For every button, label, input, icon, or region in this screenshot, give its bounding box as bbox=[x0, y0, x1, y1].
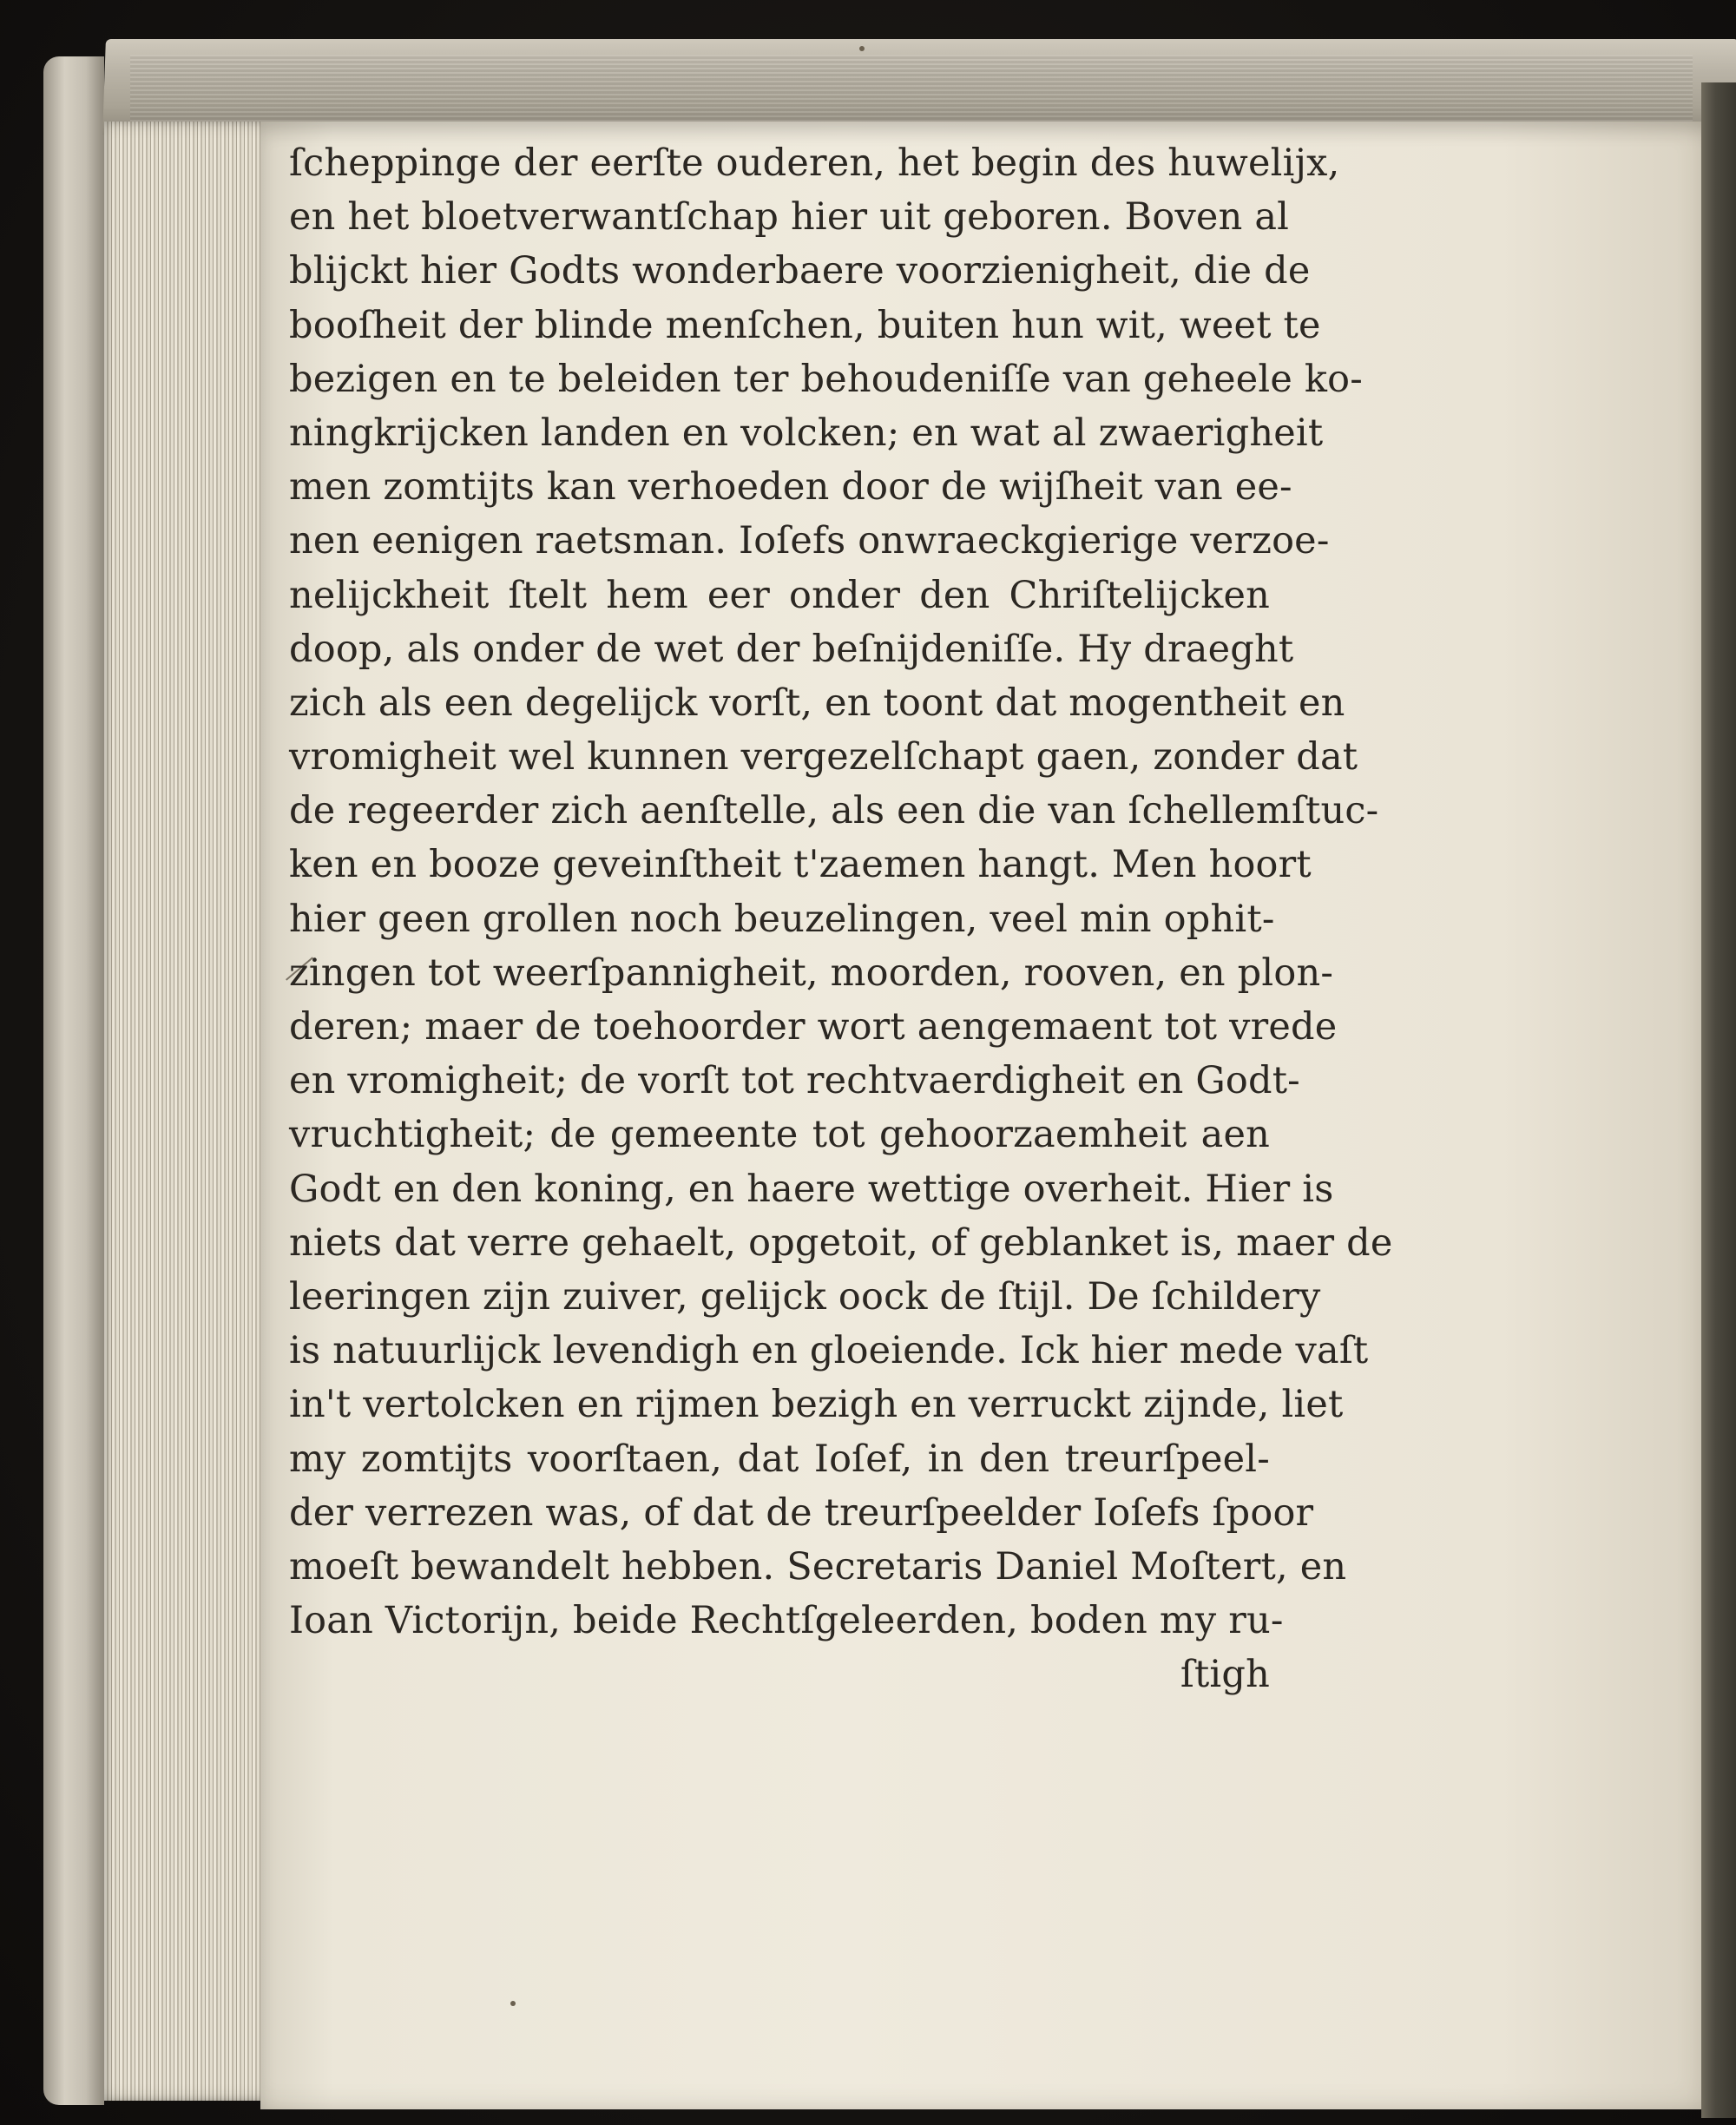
text-line: ningkrijcken landen en volcken; en wat al zwaerigheit bbox=[289, 411, 1324, 455]
text-line: de regeerder zich aenſtelle, als een die van ſchellemſtuc- bbox=[289, 789, 1379, 833]
text-line: en het bloetverwantſchap hier uit geboren. Boven al bbox=[289, 195, 1290, 240]
text-line: zich als een degelijck vorſt, en toont dat mogentheit en bbox=[289, 681, 1345, 725]
text-line: hier geen grollen noch beuzelingen, veel min ophit- bbox=[289, 897, 1275, 941]
book bbox=[43, 39, 1736, 2118]
text-line: deren; maer de toehoorder wort aengemaent tot vrede bbox=[289, 1005, 1338, 1049]
text-line: vruchtigheit; de gemeente tot gehoorzaemheit aen bbox=[289, 1113, 1270, 1157]
text-line: is natuurlijck levendigh en gloeiende. Ick hier mede vaſt bbox=[289, 1329, 1369, 1373]
text-line: men zomtijts kan verhoeden door de wijſheit van ee- bbox=[289, 465, 1292, 510]
text-line: vromigheit wel kunnen vergezelſchapt gaen, zonder dat bbox=[289, 735, 1358, 780]
text-line: en vromigheit; de vorſt tot rechtvaerdigheit en Godt- bbox=[289, 1059, 1300, 1103]
page-text bbox=[289, 136, 1393, 1701]
text-line: in't vertolcken en rijmen bezigh en verruckt zijnde, liet bbox=[289, 1383, 1344, 1427]
text-line: blijckt hier Godts wonderbaere voorzienigheit, die de bbox=[289, 249, 1311, 293]
text-line: zingen tot weerſpannigheit, moorden, rooven, en plon- bbox=[289, 951, 1334, 995]
text-line: der verrezen was, of dat de treurſpeelder Ioſefs ſpoor bbox=[289, 1490, 1314, 1535]
text-line: moeſt bewandelt hebben. Secretaris Daniel Moſtert, en bbox=[289, 1544, 1347, 1589]
book-cover-edge bbox=[43, 56, 104, 2105]
text-line: leeringen zijn zuiver, gelijck oock de ſtijl. De ſchildery bbox=[289, 1274, 1321, 1319]
text-line: bezigen en te beleiden ter behoudeniſſe van geheele ko- bbox=[289, 357, 1363, 401]
text-line: ken en booze geveinſtheit t'zaemen hangt. Men hoort bbox=[289, 843, 1312, 887]
text-line: Godt en den koning, en haere wettige overheit. Hier is bbox=[289, 1167, 1334, 1211]
text-line: Ioan Victorijn, beide Rechtſgeleerden, boden my ru- bbox=[289, 1599, 1284, 1643]
text-line: doop, als onder de wet der beſnijdeniſſe. Hy draeght bbox=[289, 627, 1294, 671]
page-edges-top bbox=[130, 55, 1693, 124]
text-line: nelijckheit ſtelt hem eer onder den Chriſtelijcken bbox=[289, 573, 1270, 617]
ink-speck bbox=[510, 2001, 516, 2006]
text-line: nen eenigen raetsman. Ioſefs onwraeckgierige verzoe- bbox=[289, 519, 1330, 563]
text-line: niets dat verre gehaelt, opgetoit, of geblanket is, maer de bbox=[289, 1220, 1393, 1265]
text-line: booſheit der blinde menſchen, buiten hun wit, weet te bbox=[289, 303, 1321, 347]
catchword: ſtigh bbox=[1180, 1653, 1270, 1697]
text-line: ſcheppinge der eerſte ouderen, het begin des huwelijx, bbox=[289, 141, 1340, 185]
ink-speck bbox=[859, 46, 865, 51]
book-gutter bbox=[1701, 82, 1736, 2118]
text-line: my zomtijts voorſtaen, dat Ioſef, in den treurſpeel- bbox=[289, 1437, 1270, 1481]
